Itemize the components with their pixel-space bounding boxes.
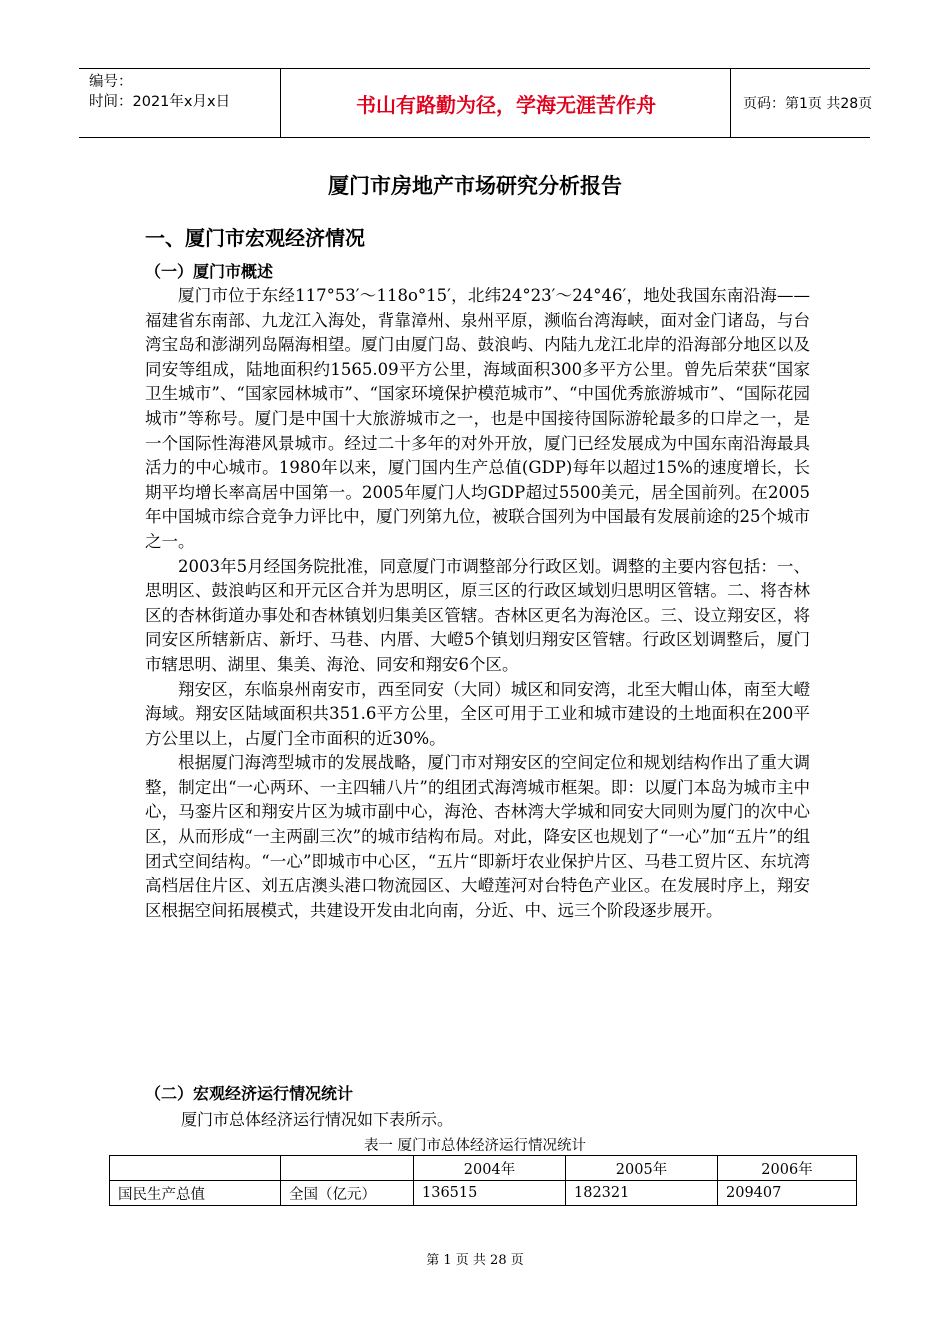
table-row [110,1181,857,1206]
header-slogan: 书山有路勤为径，学海无涯苦作舟 [356,92,656,117]
paragraph: 2003年5月经国务院批准，同意厦门市调整部分行政区划。调整的主要内容包括：一、思明区、鼓浪屿区和开元区合并为思明区，原三区的行政区域划归思明区管辖。二、将杏林区的杏林街道办事处和杏林镇划归集美区管辖。杏林区更名为海沧区。三、设立翔安区，将同安区所辖新店、新圩、马巷、内厝、大嶝5个镇划归翔安区管辖。行政区划调整后，厦门市辖思明、湖里、集美、海沧、同安和翔安6个区。 [145,556,810,674]
table-header-cell: 2006年 [718,1156,857,1181]
table-header-cell [281,1156,414,1181]
table-cell: 182321 [566,1181,718,1206]
header-meta [79,69,279,137]
table-header-cell: 2005年 [566,1156,718,1181]
paragraph: 厦门市位于东经117°53′～118o°15′，北纬24°23′～24°46′，地处我国东南沿海——福建省东南部、九龙江入海处，背靠漳州、泉州平原，濒临台湾海峡，面对金门诸岛，与台湾宝岛和澎湖列岛隔海相望。厦门由厦门岛、鼓浪屿、内陆九龙江北岸的沿海部分地区以及同安等组成，陆地面积约1565.09平方公里，海域面积300多平方公里。曾先后荣获“国家卫生城市”、“国家园林城市”、“国家环境保护模范城市”、“中国优秀旅游城市”、“国际花园城市”等称号。厦门是中国十大旅游城市之一，也是中国接待国际游轮最多的口岸之一，是一个国际性海港风景城市。经过二十多年的对外开放，厦门已经发展成为中国东南沿海最具活力的中心城市。1980年以来，厦门国内生产总值(GDP)每年以超过15%的速度增长，长期平均增长率高居中国第一。2005年厦门人均GDP超过5500美元，居全国前列。在2005年中国城市综合竞争力评比中，厦门列第九位，被联合国列为中国最有发展前途的25个城市之一。 [145,286,810,551]
table-cell: 全国（亿元） [281,1181,414,1206]
paragraph: 翔安区，东临泉州南安市，西至同安（大同）城区和同安湾，北至大帽山体，南至大嶝海域。翔安区陆域面积共351.6平方公里，全区可用于工业和城市建设的土地面积在200平方公里以上，占厦门全市面积的近30%。 [145,679,810,748]
subsection-heading: （一）厦门市概述 [145,262,274,281]
economic-stats-table [109,1155,857,1206]
overview-text [145,284,810,923]
table-cell: 国民生产总值 [110,1181,281,1206]
table-header-cell [110,1156,281,1181]
subsection-heading: （二）宏观经济运行情况统计 [145,1084,354,1103]
page-header [79,68,873,138]
table-header-cell: 2004年 [414,1156,566,1181]
table-caption: 表一 厦门市总体经济运行情况统计 [363,1138,587,1154]
document-number-label: 编号： [89,74,133,90]
table-header-row [110,1156,857,1181]
table-intro: 厦门市总体经济运行情况如下表所示。 [181,1110,454,1129]
document-date-label: 时间：2021年x月x日 [89,94,231,110]
section-heading: 一、厦门市宏观经济情况 [145,226,365,250]
page-footer: 第 1 页 共 28 页 [426,1253,524,1268]
document-title: 厦门市房地产市场研究分析报告 [328,174,622,198]
table-cell: 136515 [414,1181,566,1206]
header-page-number: 页码：第1页 共28页 [743,96,873,112]
table-cell: 209407 [718,1181,857,1206]
paragraph: 根据厦门海湾型城市的发展战略，厦门市对翔安区的空间定位和规划结构作出了重大调整，制定出“一心两环、一主四辅八片”的组团式海湾城市框架。即：以厦门本岛为城市主中心，马銮片区和翔安片区为城市副中心，海沧、杏林湾大学城和同安大同则为厦门的次中心区，从而形成“一主两副三次”的城市结构布局。对此，降安区也规划了“一心”加“五片”的组团式空间结构。“一心”即城市中心区，“五片“即新圩农业保护片区、马巷工贸片区、东坑湾高档居住片区、刘五店澳头港口物流园区、大嶝莲河对台特色产业区。在发展时序上，翔安区根据空间拓展模式，共建设开发由北向南，分近、中、远三个阶段逐步展开。 [145,753,810,920]
